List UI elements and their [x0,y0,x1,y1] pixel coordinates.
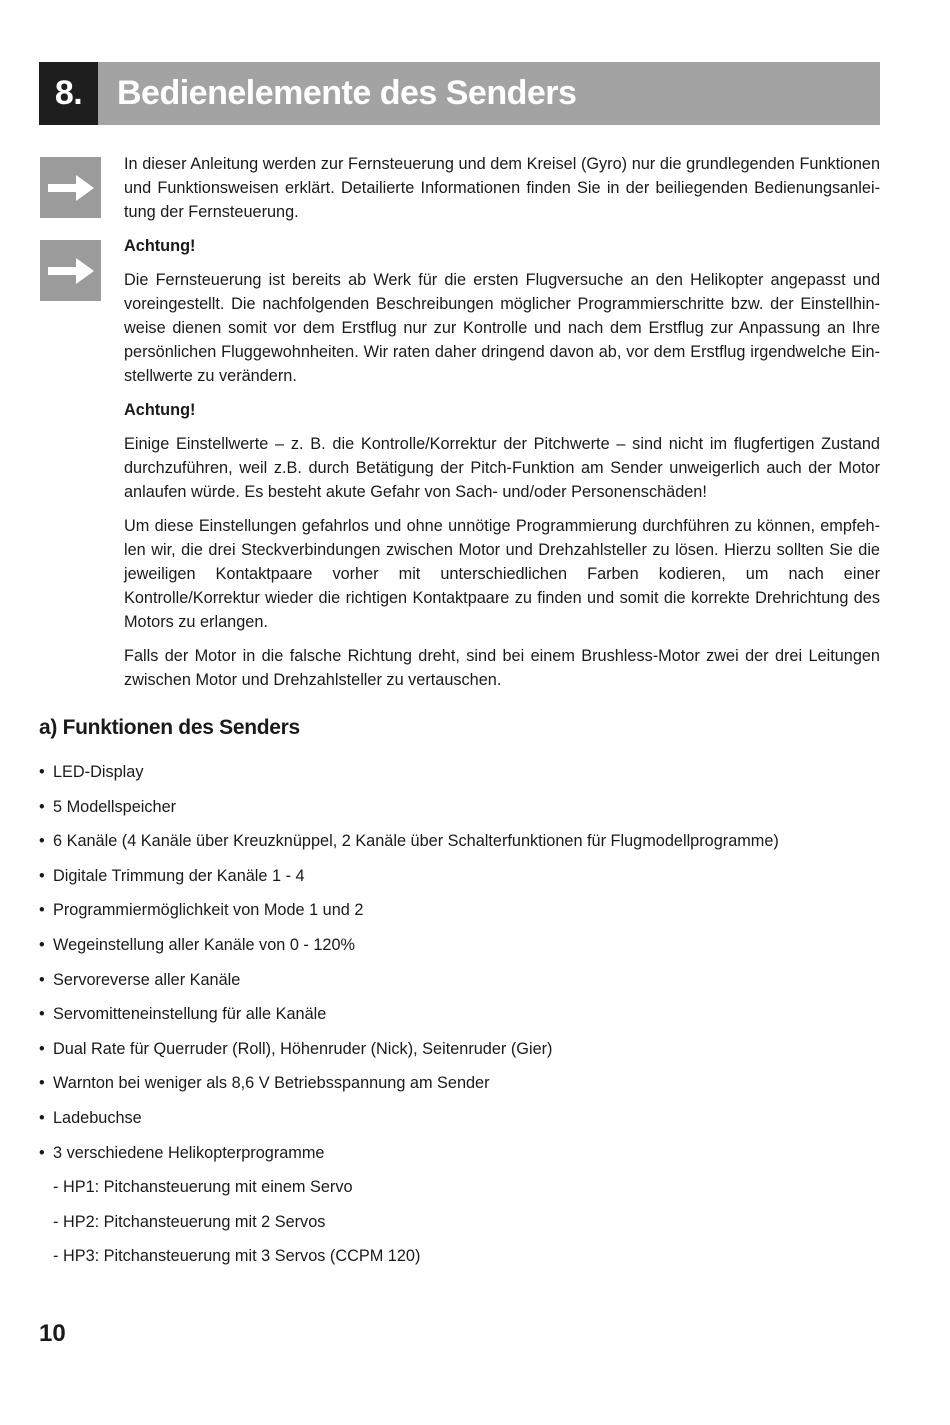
arrow-right-icon [40,240,101,301]
list-item: • Dual Rate für Querruder (Roll), Höhenruder (Nick), Seitenruder (Gier) [39,1039,553,1058]
list-item: • Wegeinstellung aller Kanäle von 0 - 120% [39,935,355,954]
chapter-header [39,62,880,125]
list-item: • Warnton bei weniger als 8,6 V Betriebsspannung am Sender [39,1074,490,1093]
arrow-right-icon [40,157,101,218]
page-number: 10 [39,1320,66,1347]
list-item: • 3 verschiedene Helikopterprogramme [39,1143,325,1162]
list-item: • 5 Modellspeicher [39,797,177,816]
list-item: • LED-Display [39,763,144,781]
feature-list [39,758,899,1277]
list-item: • Digitale Trimmung der Kanäle 1 - 4 [39,866,305,885]
list-item: • 6 Kanäle (4 Kanäle über Kreuzknüppel, 2 Kanäle über Schalterfunktionen für Flugmodellprogramme) [39,832,779,851]
list-item: • Ladebuchse [39,1108,142,1127]
warning-heading: Achtung! [124,237,196,255]
list-item: • Servomitteneinstellung für alle Kanäle [39,1005,327,1024]
list-item: • Servoreverse aller Kanäle [39,970,241,989]
intro-paragraph: Falls der Motor in die falsche Richtung dreht, sind bei einem Brushless-Motor zwei der drei Leitungen zwischen Motor und Drehzahlsteller zu vertauschen. [124,647,880,689]
warning-heading: Achtung! [124,401,196,419]
intro-paragraph: Einige Einstellwerte – z. B. die Kontrolle/Korrektur der Pitchwerte – sind nicht im flugfertigen Zustand durchzuführen, weil z.B. durch Betätigung der Pitch-Funktion am Sender unweigerlich auch der Motor anlaufen würde. Es besteht akute Gefahr von Sach- und/oder Personenschäden! [124,435,880,501]
intro-paragraph: Die Fernsteuerung ist bereits ab Werk für die ersten Flugversuche an den Helikopter angepasst und voreingestellt. Die nachfolgenden Beschreibungen möglicher Programmierschritte bzw. der Einstellhinweise dienen somit vor dem Erstflug nur zur Kontrolle und nach dem Erstflug zur Anpassung an Ihre persönlichen Fluggewohnheiten. Wir raten daher dringend davon ab, vor dem Erstflug irgendwelche Einstellwerte zu verändern. [124,271,880,385]
sub-list-item: - HP3: Pitchansteuerung mit 3 Servos (CCPM 120) [53,1247,421,1266]
chapter-number: 8. [39,62,98,125]
section-title: a) Funktionen des Senders [39,716,300,739]
sub-list-item: - HP2: Pitchansteuerung mit 2 Servos [53,1212,326,1231]
list-item: • Programmiermöglichkeit von Mode 1 und 2 [39,901,364,920]
intro-paragraph: In dieser Anleitung werden zur Fernsteuerung und dem Kreisel (Gyro) nur die grundlegenden Funktionen und Funktionsweisen erklärt. Detailierte Informationen finden Sie in der beiliegenden Bedienungsanleitung der Fernsteuerung. [124,155,880,221]
sub-list-item: - HP1: Pitchansteuerung mit einem Servo [53,1178,353,1197]
intro-paragraph: Um diese Einstellungen gefahrlos und ohne unnötige Programmierung durchführen zu können, empfehlen wir, die drei Steckverbindungen zwischen Motor und Drehzahlsteller zu lösen. Hierzu sollten Sie die jeweiligen Kontaktpaare vorher mit unterschiedlichen Farben kodieren, um nach einer Kontrolle/Korrektur wieder die richtigen Kontaktpaare zu finden und somit die korrekte Drehrichtung des Motors zu erlangen. [124,517,880,631]
intro-text [124,152,880,702]
chapter-title: Bedienelemente des Senders [98,62,880,125]
